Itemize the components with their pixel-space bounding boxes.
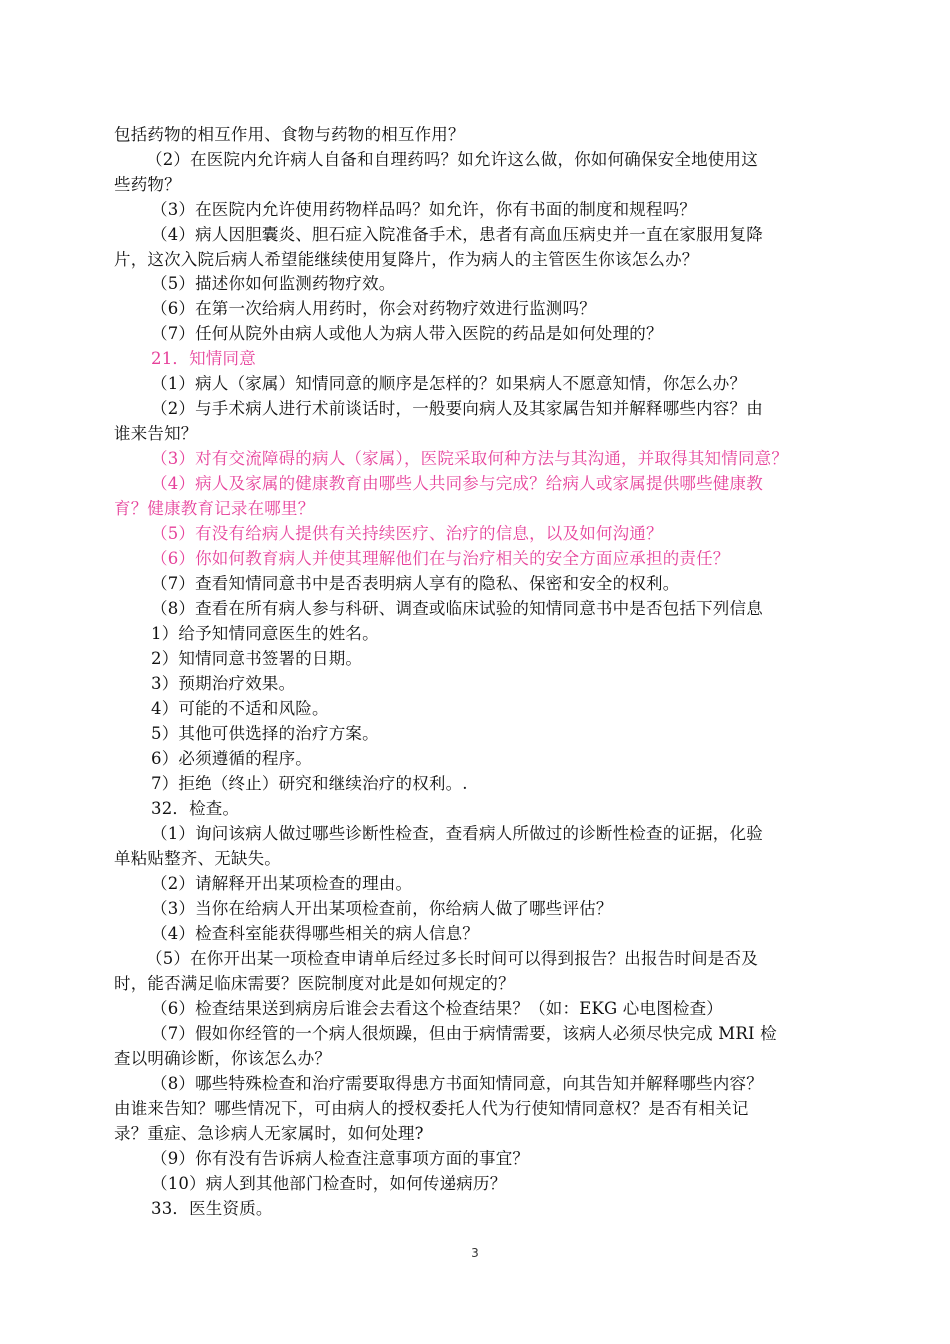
text-line: 谁来告知？ (114, 424, 198, 443)
text-line: 些药物？ (114, 175, 181, 194)
text-line-highlight: 育？健康教育记录在哪里？ (114, 499, 315, 518)
list-item: 4）可能的不适和风险。 (151, 699, 329, 718)
text-line: （4）检查科室能获得哪些相关的病人信息？ (151, 924, 479, 943)
text-line: （7）查看知情同意书中是否表明病人享有的隐私、保密和安全的权利。 (151, 574, 680, 593)
list-item: 3）预期治疗效果。 (151, 674, 296, 693)
text-line: （6）检查结果送到病房后谁会去看这个检查结果？（如：EKG 心电图检查） (151, 999, 723, 1018)
text-line: （1）询问该病人做过哪些诊断性检查，查看病人所做过的诊断性检查的证据，化验 (151, 824, 763, 843)
text-line: （9）你有没有告诉病人检查注意事项方面的事宜？ (151, 1149, 530, 1168)
text-line: （1）病人（家属）知情同意的顺序是怎样的？如果病人不愿意知情，你怎么办？ (151, 374, 747, 393)
list-item: 2）知情同意书签署的日期。 (151, 649, 363, 668)
text-line: （2）与手术病人进行术前谈话时，一般要向病人及其家属告知并解释哪些内容？由 (151, 399, 763, 418)
page-number: 3 (471, 1246, 479, 1260)
text-line: 片，这次入院后病人希望能继续使用复降片，作为病人的主管医生你该怎么办？ (114, 250, 699, 269)
text-line: （3）当你在给病人开出某项检查前，你给病人做了哪些评估？ (151, 899, 613, 918)
section-heading: 33．医生资质。 (151, 1199, 273, 1218)
text-line: （10）病人到其他部门检查时，如何传递病历？ (151, 1174, 507, 1193)
text-line: （8）查看在所有病人参与科研、调查或临床试验的知情同意书中是否包括下列信息 (151, 599, 763, 618)
text-line-highlight: （3）对有交流障碍的病人（家属），医院采取何种方法与其沟通，并取得其知情同意？ (151, 449, 789, 468)
text-line: （5）在你开出某一项检查申请单后经过多长时间可以得到报告？出报告时间是否及 (146, 949, 758, 968)
section-heading: 21．知情同意 (151, 349, 256, 368)
text-line: （7）假如你经管的一个病人很烦躁，但由于病情需要，该病人必须尽快完成 MRI 检 (151, 1024, 777, 1043)
list-item: 1）给予知情同意医生的姓名。 (151, 624, 379, 643)
text-line: （2）在医院内允许病人自备和自理药吗？如允许这么做，你如何确保安全地使用这 (146, 150, 758, 169)
text-line: 录？重症、急诊病人无家属时，如何处理? (114, 1124, 424, 1143)
list-item: 7）拒绝（终止）研究和继续治疗的权利。. (151, 774, 468, 793)
section-heading: 32．检查。 (151, 799, 240, 818)
text-line: （4）病人因胆囊炎、胆石症入院准备手术，患者有高血压病史并一直在家服用复降 (151, 225, 763, 244)
text-line: 时，能否满足临床需要？医院制度对此是如何规定的？ (114, 974, 515, 993)
text-line: 由谁来告知？哪些情况下，可由病人的授权委托人代为行使知情同意权？是否有相关记 (114, 1099, 749, 1118)
text-line-highlight: （5）有没有给病人提供有关持续医疗、治疗的信息，以及如何沟通？ (151, 524, 663, 543)
text-line: （7）任何从院外由病人或他人为病人带入医院的药品是如何处理的？ (151, 324, 663, 343)
list-item: 6）必须遵循的程序。 (151, 749, 312, 768)
text-line: （8）哪些特殊检查和治疗需要取得患方书面知情同意，向其告知并解释哪些内容？ (151, 1074, 763, 1093)
text-line-highlight: （6）你如何教育病人并使其理解他们在与治疗相关的安全方面应承担的责任？ (151, 549, 730, 568)
text-line: （2）请解释开出某项检查的理由。 (151, 874, 413, 893)
text-line: 单粘贴整齐、无缺失。 (114, 849, 281, 868)
text-line: （6）在第一次给病人用药时，你会对药物疗效进行监测吗？ (151, 299, 596, 318)
text-line: （3）在医院内允许使用药物样品吗？如允许，你有书面的制度和规程吗？ (151, 200, 697, 219)
text-line: （5）描述你如何监测药物疗效。 (151, 274, 396, 293)
text-line: 包括药物的相互作用、食物与药物的相互作用？ (114, 125, 465, 144)
text-line-highlight: （4）病人及家属的健康教育由哪些人共同参与完成？给病人或家属提供哪些健康教 (151, 474, 763, 493)
text-line: 查以明确诊断，你该怎么办？ (114, 1049, 332, 1068)
list-item: 5）其他可供选择的治疗方案。 (151, 724, 379, 743)
